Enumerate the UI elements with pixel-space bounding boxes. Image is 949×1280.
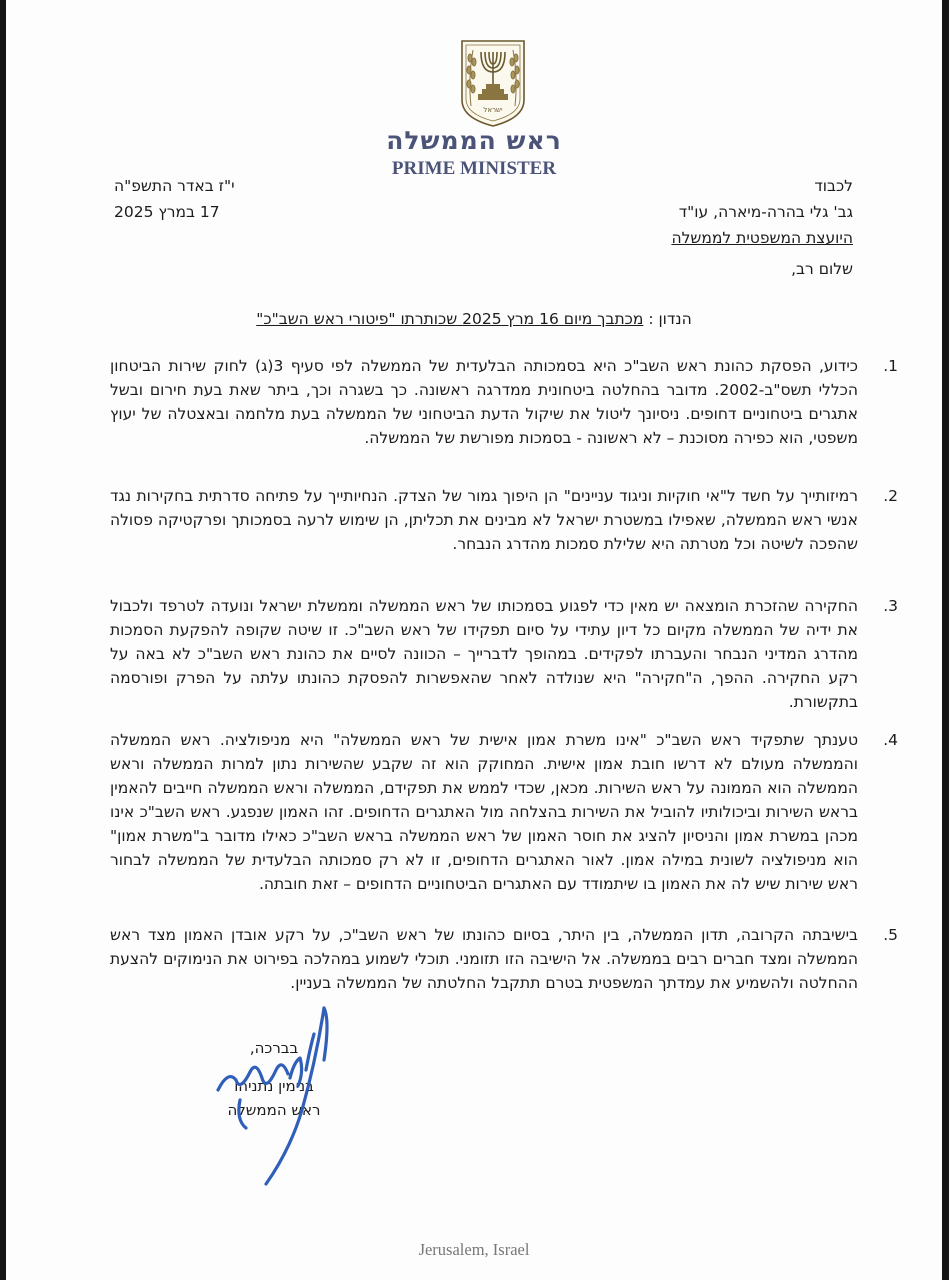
date-block	[114, 173, 334, 225]
closing-regards: בברכה,	[249, 1039, 299, 1057]
paragraph-2	[110, 484, 898, 556]
recipient-salutation: לכבוד	[814, 177, 853, 195]
paragraph-number: 4.	[883, 731, 898, 749]
paragraph-4	[110, 728, 898, 896]
date-gregorian: 17 במרץ 2025	[114, 203, 220, 221]
recipient-role: היועצת המשפטית לממשלה	[671, 229, 853, 247]
signer-title: ראש הממשלה	[227, 1101, 321, 1119]
paragraph-3	[110, 594, 898, 714]
greeting: שלום רב,	[791, 260, 853, 278]
paragraph-number: 2.	[883, 487, 898, 505]
paragraph-number: 5.	[883, 926, 898, 944]
paragraph-text: בישיבתה הקרובה, תדון הממשלה, בין היתר, בסיום כהונתו של ראש השב"כ, על רקע אובדן האמון מצד ראש הממשלה ומצד חברים רבים בממשלה. אל הישיבה הזו תזומני. תוכלי לשמוע במהלכה בפירוט את הנימוקים להצעת ההחלטה ולהשמיע את עמדתך המשפטית בטרם תתקבל החלטתה של הממשלה בעניין.	[110, 926, 858, 992]
paragraph-text: טענתך שתפקיד ראש השב"כ "אינו משרת אמון אישית של ראש הממשלה" היא מניפולציה. ראש הממשלה והממשלה מעולם לא דרשו חובת אמון אישית. המחוקק הוא זה שקבע שהשירות נתון למרות הממשלה וראש הממשלה הוא הממונה על ראש השירות. מכאן, שכדי לממש את תפקידם, הממשלה וראש הממשלה חייבים להאמין בראש השירות וביכולותיו להוביל את השירות בהצלחה מול האתגרים הדחופים. זהו האמון שנפגע. ראש השב"כ אינו מכהן במשרת אמון והניסיון להציג את חוסר האמון של ראש הממשלה בראש השב"כ כאילו מדובר ב"משרת אמון" הוא מניפולציה לשונית במילה אמון. לאור האתגרים הדחופים, זו לא רק סמכותה הבלעדית של הממשלה לבחור ראש שירות שיש לה את האמון בו שיתמודד עם האתגרים הביטחוניים הדחופים – זאת חובתה.	[110, 731, 858, 893]
emblem-text: ישראל	[483, 106, 503, 114]
paragraph-text: כידוע, הפסקת כהונת ראש השב"כ היא בסמכותה הבלעדית של הממשלה לפי סעיף 3(ג) לחוק שירות הביטחון הכללי תשס"ב-2002. מדובר בהחלטה ביטחונית ממדרגה ראשונה. כך בשגרה וכך, ביתר שאת בעת חירום ובשל אתגרים ביטחוניים דחופים. ניסיונך ליטול את שיקול הדעת הביטחוני של הממשלה בעת מלחמה ובאצטלה של יעוץ משפטי, הוא כפירה מסוכנת – לא ראשונה - בסמכות מפורשת של הממשלה.	[110, 357, 858, 447]
subject-label: הנדון :	[648, 310, 692, 328]
paragraph-text: רמיזותייך על חשד ל"אי חוקיות וניגוד עניינים" הן היפוך גמור של הצדק. הנחיותייך על פתיחה סדרתית בחקירות נגד אנשי ראש הממשלה, שאפילו במשטרת ישראל לא מבינים את תכליתן, הן שימוש לרעה בסמכותך ופרקטיקה פסולה שהפכה לשיטה וכל מטרתה היא שלילת סמכות מהדרג הנבחר.	[110, 487, 858, 553]
footer-location: Jerusalem, Israel	[418, 1240, 530, 1259]
paragraph-number: 1.	[883, 357, 898, 375]
paragraph-1	[110, 354, 898, 450]
subject-line	[6, 310, 942, 328]
recipient-block	[671, 173, 853, 251]
date-hebrew: י"ז באדר התשפ"ה	[114, 177, 235, 195]
letterhead-title-hebrew: ראש הממשלה	[386, 126, 562, 155]
subject-text: מכתבך מיום 16 מרץ 2025 שכותרתו "פיטורי ראש השב"כ"	[256, 310, 644, 328]
letterhead-title-english: PRIME MINISTER	[391, 158, 557, 179]
letter-page	[6, 0, 942, 1280]
handwritten-signature	[206, 1000, 356, 1190]
recipient-name: גב' גלי בהרה-מיארה, עו"ד	[678, 203, 853, 221]
state-emblem-icon	[458, 38, 528, 128]
signer-name: בנימין נתניהו	[234, 1077, 314, 1095]
paragraph-5	[110, 923, 898, 995]
paragraph-text: החקירה שהזכרת הומצאה יש מאין כדי לפגוע בסמכותו של ראש הממשלה וממשלת ישראל ונועדה לטרפד ולכבול את ידיה של הממשלה מקיום כל דיון עתידי על סיום תפקידו של ראש השב"כ. זו שיטה שקופה להפקעת הסמכות מהדרג המדיני הנבחר והעברתו לפקידים. במהופך לדברייך – הכוונה לסיים את כהונת ראש השב"כ לא באה על רקע החקירה. ההפך, ה"חקירה" היא שנולדה לאחר שהאפשרות להפסקת כהונתו עלתה על הפרק ופורסמה בתקשורת.	[110, 597, 858, 711]
paragraph-number: 3.	[883, 597, 898, 615]
